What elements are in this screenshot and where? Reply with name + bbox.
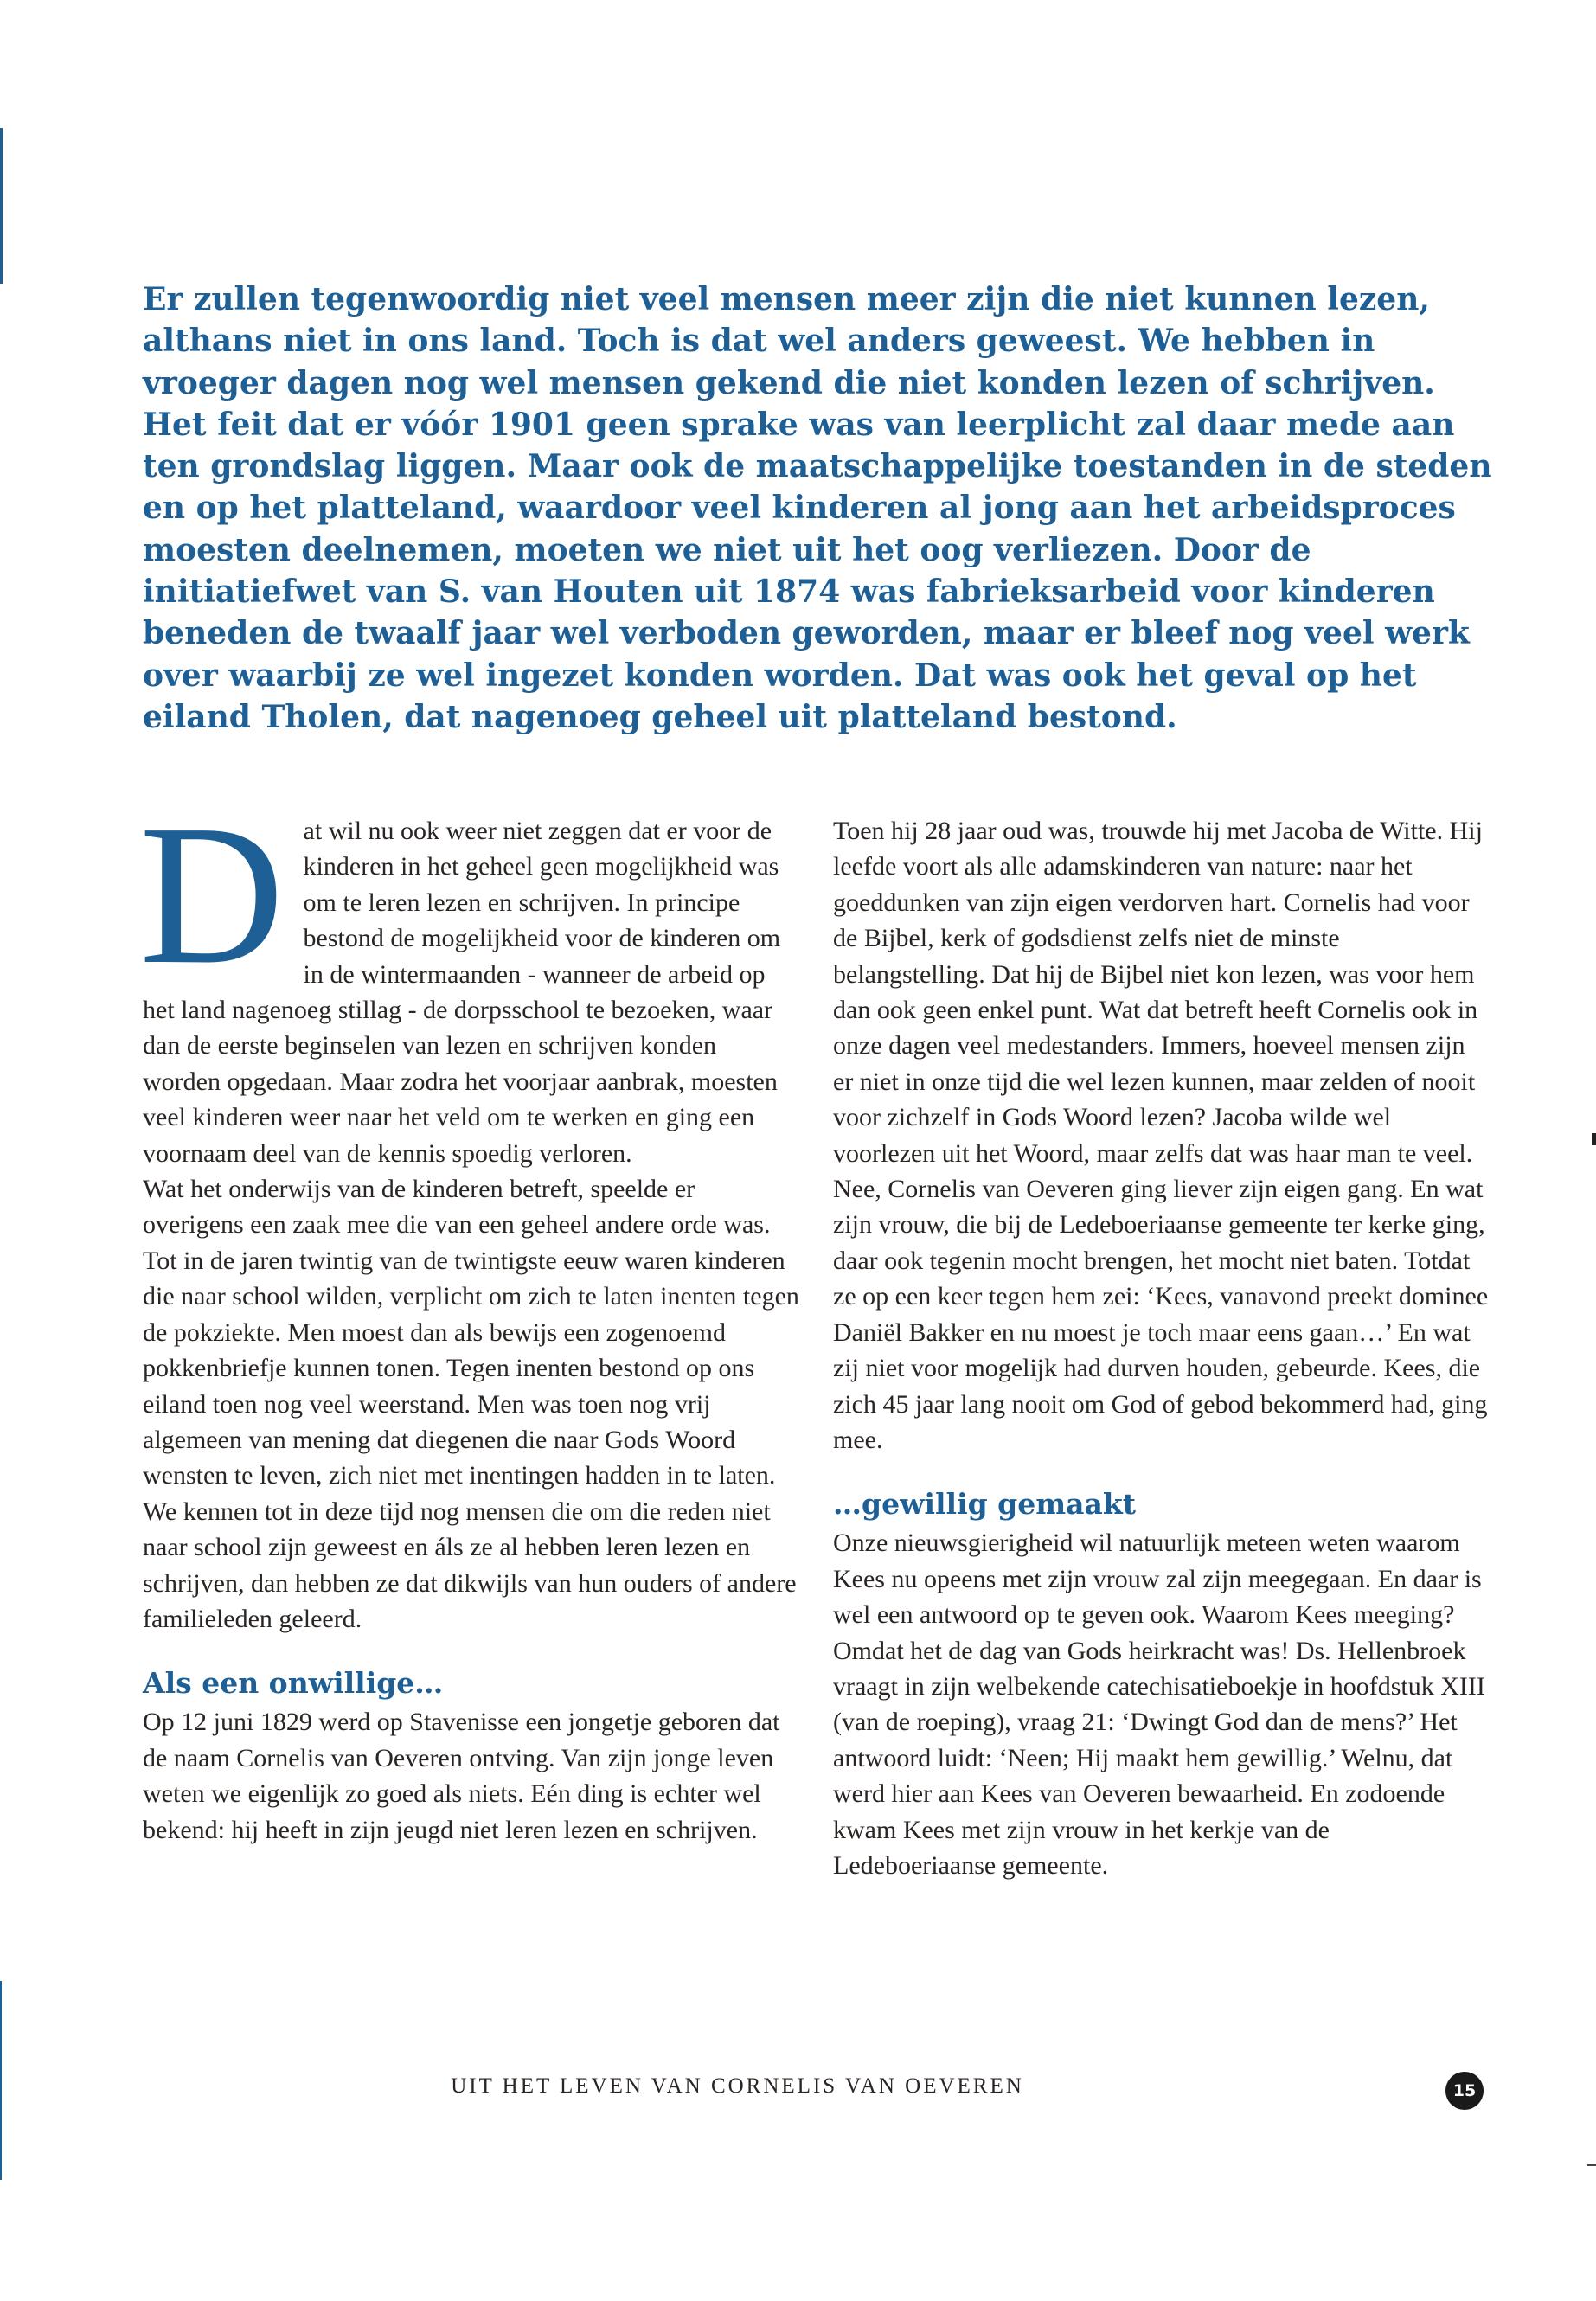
right-edge-mark xyxy=(1592,1133,1596,1145)
left-edge-rule xyxy=(0,128,3,284)
drop-cap: D xyxy=(139,784,285,1006)
page-number-badge: 15 xyxy=(1445,2072,1484,2110)
right-edge-mark-lower xyxy=(1587,2164,1596,2166)
left-paragraph-1-text: at wil nu ook weer niet zeggen dat er voor de kinderen in het geheel geen mogelijkheid was om te leren lezen en schrijven. In principe bestond de mogelijkheid voor de kinderen om in de wintermaanden - wanneer de arbeid op het land nagenoeg stillag - de dorpsschool te bezoeken, waar dan de eerste beginselen van lezen en schrijven konden worden opgedaan. Maar zodra het voorjaar aanbrak, moesten veel kinderen weer naar het veld om te werken en ging een voornaam deel van de kennis spoedig verloren. xyxy=(143,817,781,1168)
right-column xyxy=(833,813,1490,1883)
intro-paragraph: Er zullen tegenwoordig niet veel mensen meer zijn die niet kunnen lezen, althans niet in ons land. Toch is dat wel anders geweest. We hebben in vroeger dagen nog wel mensen gekend die niet konden lezen of schrijven. Het feit dat er vóór 1901 geen sprake was van leerplicht zal daar mede aan ten grondslag liggen. Maar ook de maatschappelijke toestanden in de steden en op het platteland, waardoor veel kinderen al jong aan het arbeidsproces moesten deelnemen, moeten we niet uit het oog verliezen. Door de initiatiefwet van S. van Houten uit 1874 was fabrieksarbeid voor kinderen beneden de twaalf jaar wel verboden geworden, maar er bleef nog veel werk over waarbij ze wel ingezet konden worden. Dat was ook het geval op het eiland Tholen, dat nagenoeg geheel uit platteland bestond. xyxy=(143,281,1492,735)
section-heading-gewillig: …gewillig gemaakt xyxy=(833,1487,1137,1522)
left-paragraph-2: Wat het onderwijs van de kinderen betreft, speelde er overigens een zaak mee die van een geheel andere orde was. Tot in de jaren twintig van de twintigste eeuw waren kinderen die naar school wilden, verplicht om zich te laten inenten tegen de pokziekte. Men moest dan als bewijs een zogenoemd pokkenbriefje kunnen tonen. Tegen inenten bestond op ons eiland toen nog veel weerstand. Men was toen nog vrij algemeen van mening dat diegenen die naar Gods Woord wensten te leven, zich niet met inentingen hadden in te laten. We kennen tot in deze tijd nog mensen die om die reden niet naar school zijn geweest en áls ze al hebben leren lezen en schrijven, dan hebben ze dat dikwijls van hun ouders of andere familieleden geleerd. xyxy=(143,1175,799,1633)
section-heading-onwillige: Als een onwillige… xyxy=(143,1666,444,1701)
left-paragraph-1 xyxy=(139,784,800,1171)
right-paragraph-2: Onze nieuwsgierigheid wil natuurlijk meteen weten waarom Kees nu opeens met zijn vrouw zal zijn meegegaan. En daar is wel een antwoord op te geven ook. Waarom Kees meeging? Omdat het de dag van Gods heirkracht was! Ds. Hellenbroek vraagt in zijn welbekende catechisatieboekje in hoofdstuk XIII (van de roeping), vraag 21: ‘Dwingt God dan de mens?’ Het antwoord luidt: ‘Neen; Hij maakt hem gewillig.’ Welnu, dat werd hier aan Kees van Oeveren bewaarheid. En zodoende kwam Kees met zijn vrouw in het kerkje van de Ledeboeriaanse gemeente. xyxy=(833,1529,1485,1880)
running-footer-title: UIT HET LEVEN VAN CORNELIS VAN OEVEREN xyxy=(451,2074,1024,2098)
left-paragraph-3: Op 12 juni 1829 werd op Stavenisse een jongetje geboren dat de naam Cornelis van Oeveren ontving. Van zijn jonge leven weten we eigenlijk zo goed als niets. Eén ding is echter wel bekend: hij heeft in zijn jeugd niet leren lezen en schrijven. xyxy=(143,1708,780,1844)
left-column xyxy=(139,784,800,1848)
right-paragraph-1: Toen hij 28 jaar oud was, trouwde hij met Jacoba de Witte. Hij leefde voort als alle adamskinderen van nature: naar het goeddunken van zijn eigen verdorven hart. Cornelis had voor de Bijbel, kerk of godsdienst zelfs niet de minste belangstelling. Dat hij de Bijbel niet kon lezen, was voor hem dan ook geen enkel punt. Wat dat betreft heeft Cornelis ook in onze dagen veel medestanders. Immers, hoeveel mensen zijn er niet in onze tijd die wel lezen kunnen, maar zelden of nooit voor zichzelf in Gods Woord lezen? Jacoba wilde wel voorlezen uit het Woord, maar zelfs dat was haar man te veel. Nee, Cornelis van Oeveren ging liever zijn eigen gang. En wat zijn vrouw, die bij de Ledeboeriaanse gemeente ter kerke ging, daar ook tegenin mocht brengen, het mocht niet baten. Totdat ze op een keer tegen hem zei: ‘Kees, vanavond preekt dominee Daniël Bakker en nu moest je toch maar eens gaan…’ En wat zij niet voor mogelijk had durven houden, gebeurde. Kees, die zich 45 jaar lang nooit om God of gebod bekommerd had, ging mee. xyxy=(833,817,1489,1454)
